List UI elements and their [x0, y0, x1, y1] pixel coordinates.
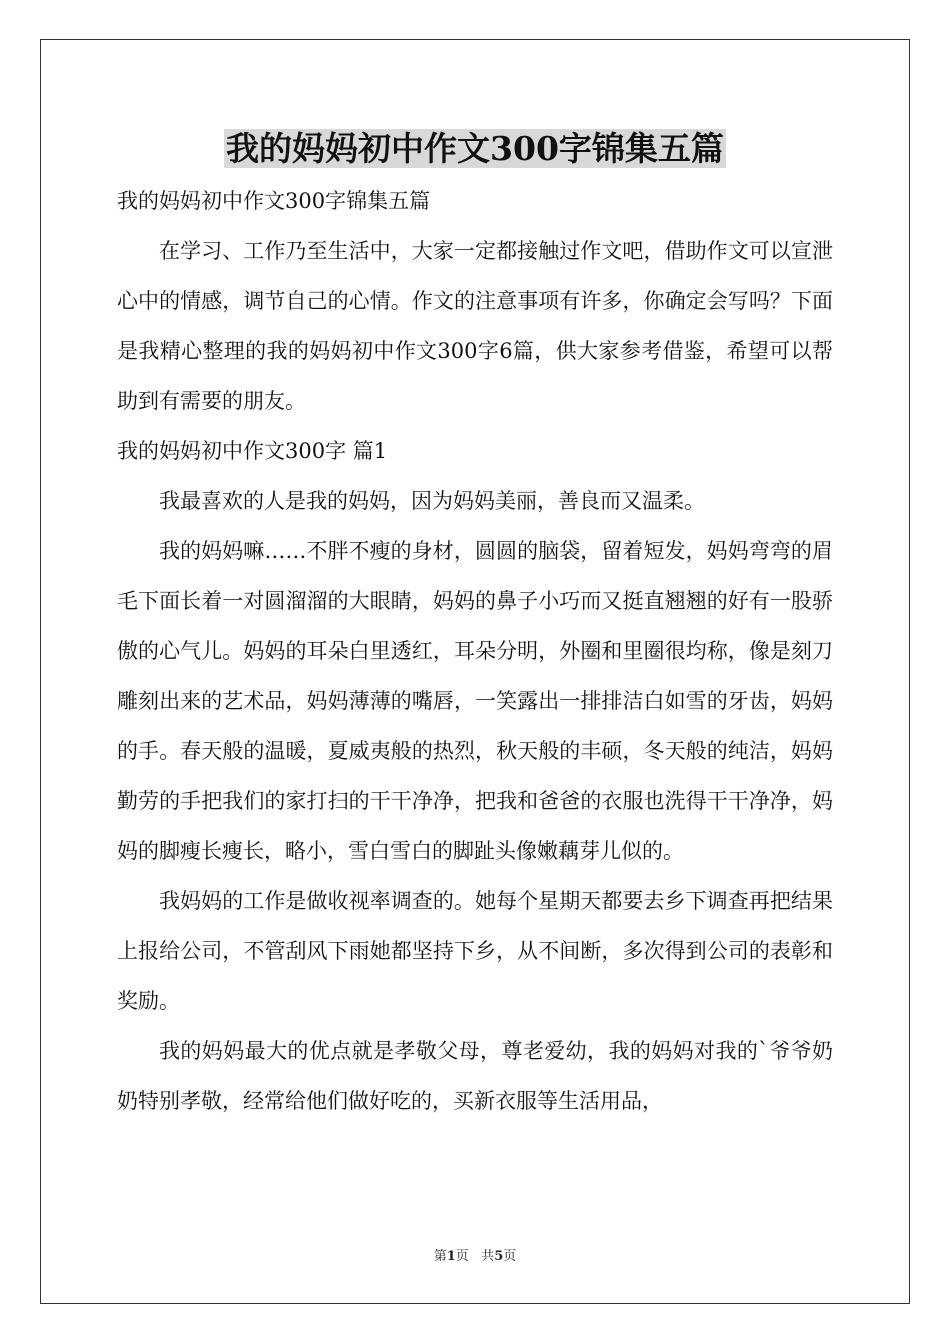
- body-paragraph: 我的妈妈最大的优点就是孝敬父母，尊老爱幼，我的妈妈对我的`爷爷奶奶特别孝敬，经常给他们做好吃的，买新衣服等生活用品，: [117, 1039, 833, 1113]
- subtitle-line: 我的妈妈初中作文300字锦集五篇: [117, 189, 431, 213]
- footer-total-unit: 页: [503, 1249, 517, 1264]
- document-body: [117, 176, 833, 1126]
- intro-paragraph: 在学习、工作乃至生活中，大家一定都接触过作文吧，借助作文可以宣泄心中的情感，调节自己的心情。作文的注意事项有许多，你确定会写吗？下面是我精心整理的我的妈妈初中作文300字6篇，供大家参考借鉴，希望可以帮助到有需要的朋友。: [117, 239, 833, 413]
- document-title: [0, 124, 950, 174]
- footer-prefix: 第: [433, 1249, 447, 1264]
- body-paragraph: 我妈妈的工作是做收视率调查的。她每个星期天都要去乡下调查再把结果上报给公司，不管刮风下雨她都坚持下乡，从不间断，多次得到公司的表彰和奖励。: [117, 889, 833, 1013]
- footer-total-pages: 5: [494, 1249, 504, 1264]
- footer-page-number: 1: [446, 1249, 456, 1264]
- section-heading: 我的妈妈初中作文300字 篇1: [117, 439, 388, 463]
- body-paragraph: 我最喜欢的人是我的妈妈，因为妈妈美丽，善良而又温柔。: [159, 489, 705, 513]
- document-title-text: 我的妈妈初中作文300字锦集五篇: [226, 129, 724, 168]
- footer-page-unit: 页: [455, 1249, 469, 1264]
- body-paragraph: 我的妈妈嘛……不胖不瘦的身材，圆圆的脑袋，留着短发，妈妈弯弯的眉毛下面长着一对圆溜溜的大眼睛，妈妈的鼻子小巧而又挺直翘翘的好有一股骄傲的心气儿。妈妈的耳朵白里透红，耳朵分明，外圈和里圈很均称，像是刻刀雕刻出来的艺术品，妈妈薄薄的嘴唇，一笑露出一排排洁白如雪的牙齿，妈妈的手。春天般的温暖，夏威夷般的热烈，秋天般的丰硕，冬天般的纯洁，妈妈勤劳的手把我们的家打扫的干干净净，把我和爸爸的衣服也洗得干干净净，妈妈的脚瘦长瘦长，略小，雪白雪白的脚趾头像嫩藕芽儿似的。: [117, 539, 833, 863]
- page-footer: [0, 1247, 950, 1267]
- footer-total-prefix: 共: [481, 1249, 495, 1264]
